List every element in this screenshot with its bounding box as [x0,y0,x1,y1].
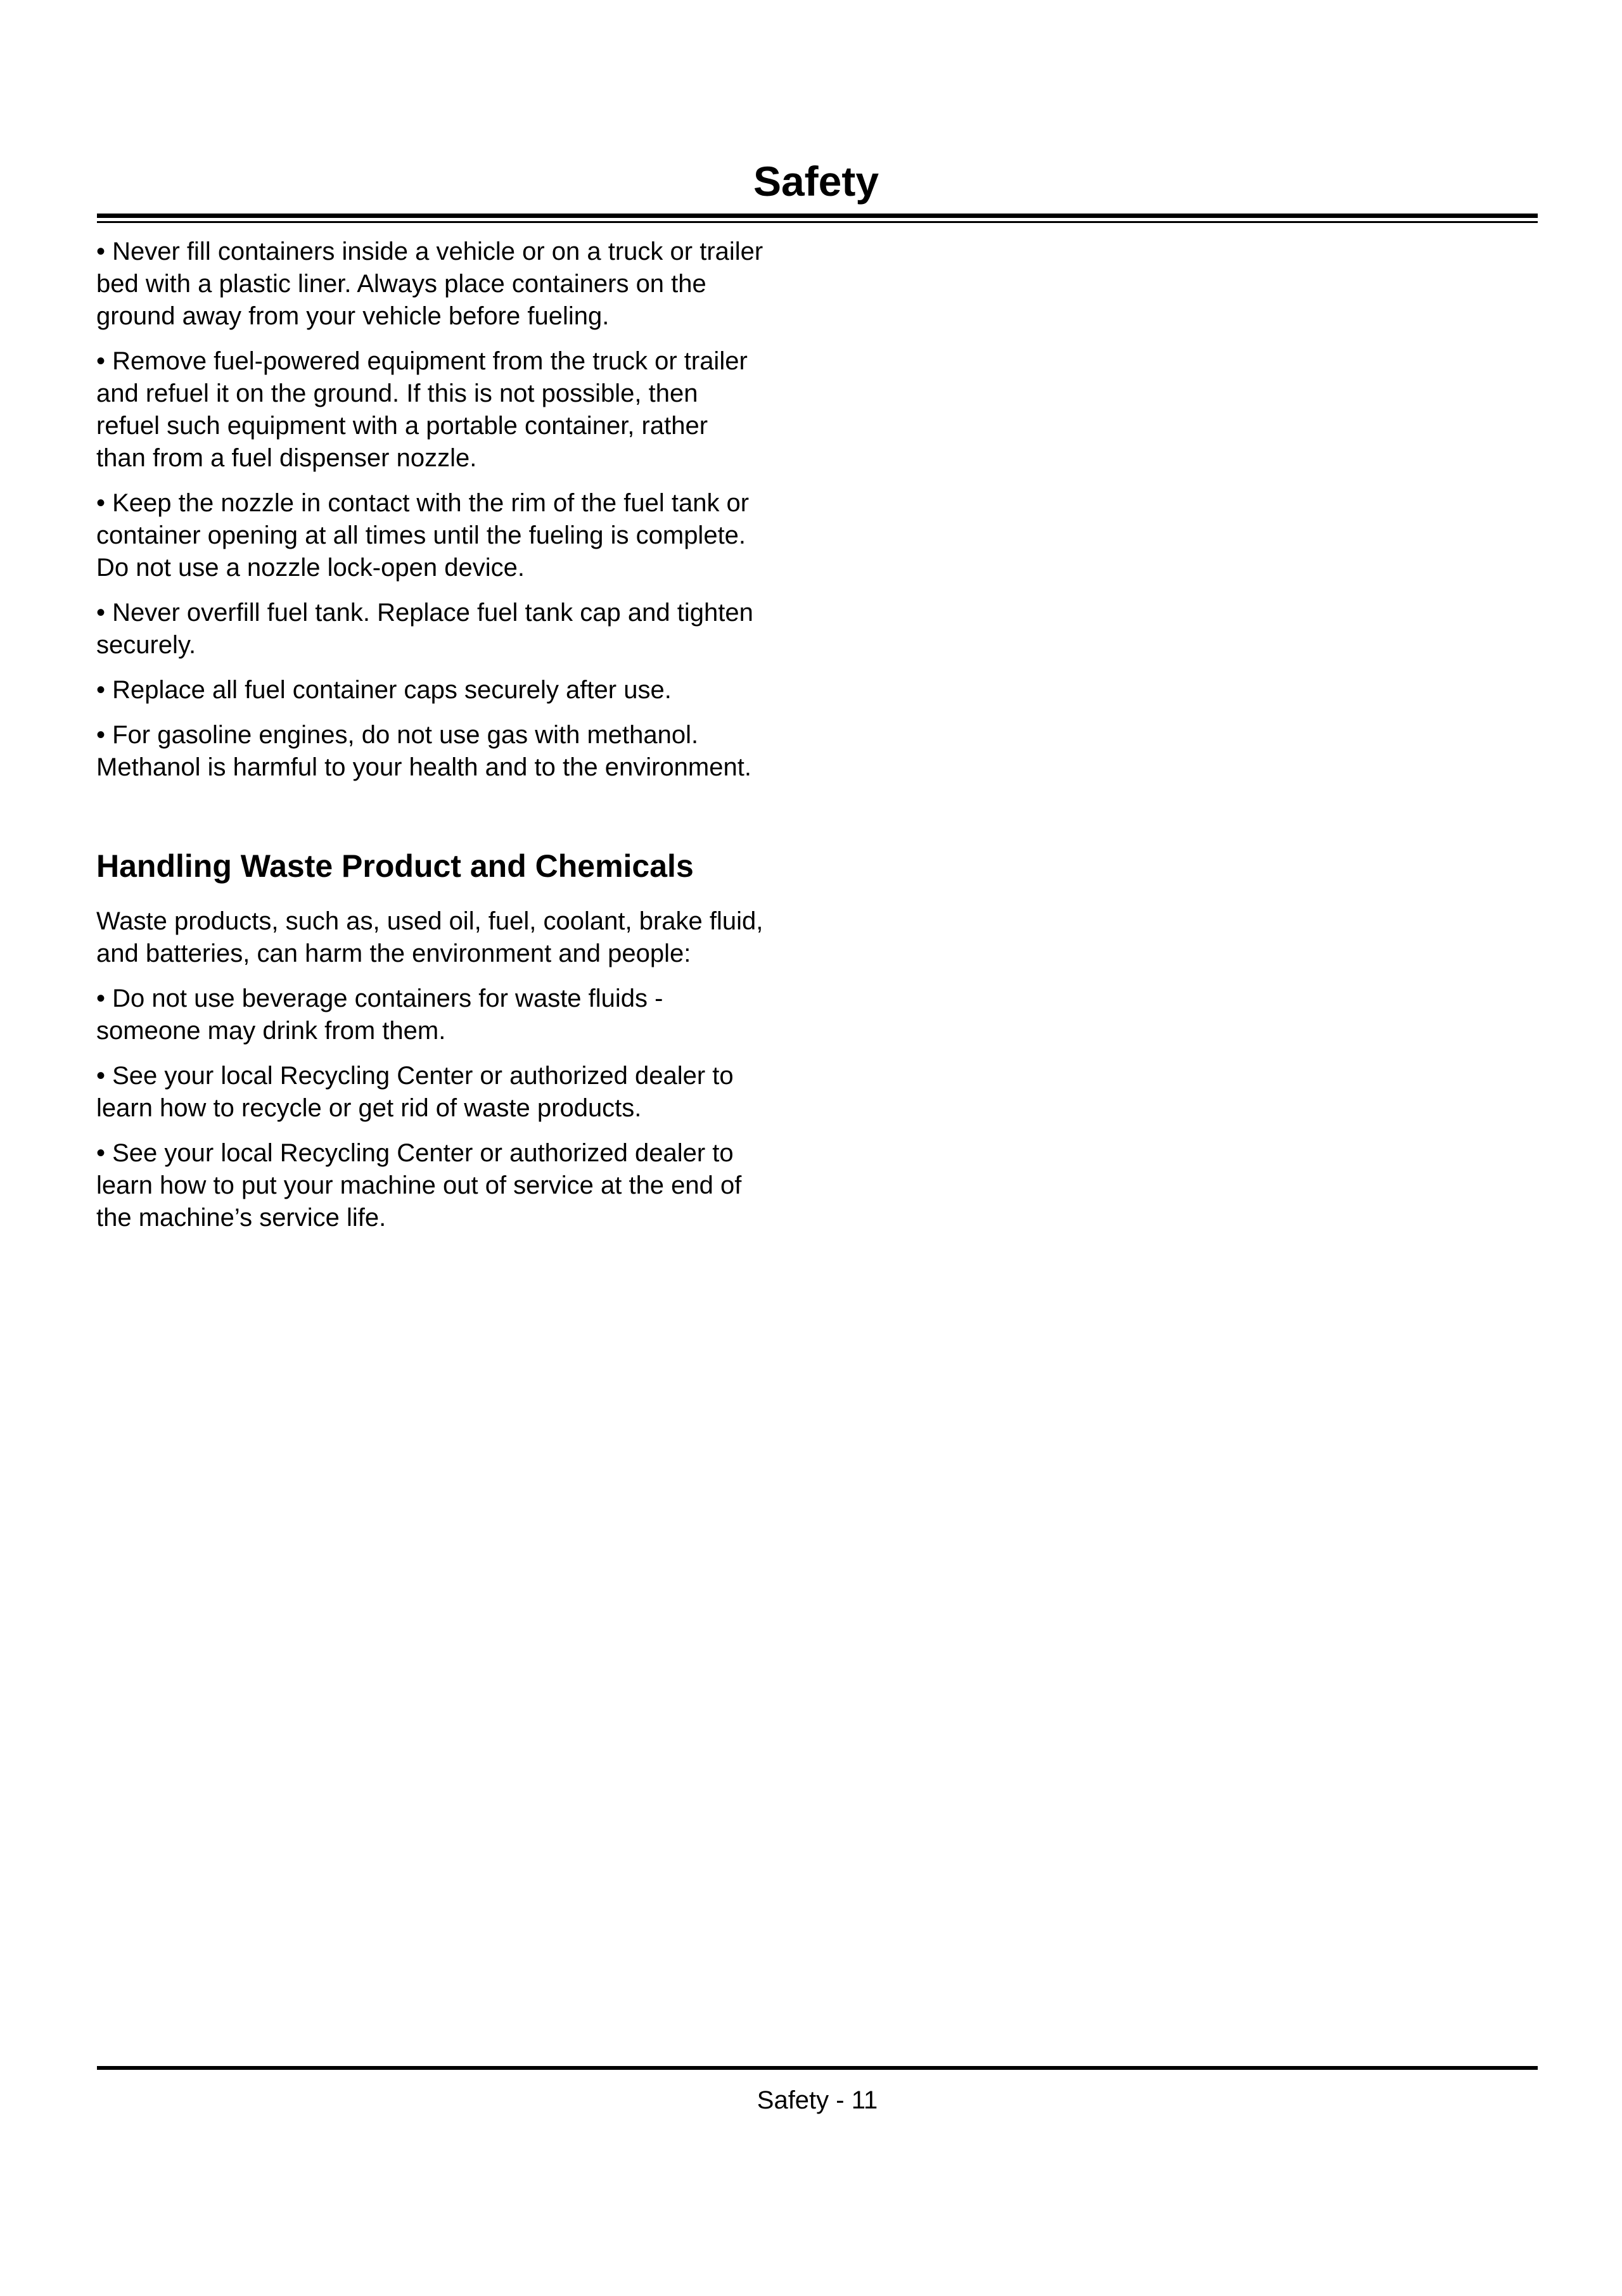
footer-rule [97,2066,1538,2070]
bullet-paragraph: • For gasoline engines, do not use gas with methanol. Methanol is harmful to your health and to the environment. [96,721,751,781]
bullet-paragraph: • Never overfill fuel tank. Replace fuel tank cap and tighten securely. [96,599,753,659]
bullet-paragraph: • Never fill containers inside a vehicle or on a truck or trailer bed with a plastic liner. Always place containers on the ground away from your vehicle before fueling. [96,238,763,330]
bullet-paragraph: • Replace all fuel container caps securely after use. [96,676,672,704]
bullet-paragraph: • Do not use beverage containers for waste fluids - someone may drink from them. [96,985,663,1045]
bullet-paragraph: • Remove fuel-powered equipment from the truck or trailer and refuel it on the ground. If this is not possible, then refuel such equipment with a portable container, rather than from a fuel dispenser nozzle. [96,347,748,472]
bullet-paragraph: • See your local Recycling Center or authorized dealer to learn how to recycle or get rid of waste products. [96,1062,734,1122]
intro-paragraph: Waste products, such as, used oil, fuel, coolant, brake fluid, and batteries, can harm the environment and people: [96,907,763,967]
bullet-paragraph: • Keep the nozzle in contact with the rim of the fuel tank or container opening at all times until the fueling is complete. Do not use a nozzle lock-open device. [96,489,750,582]
content-column [96,236,819,1234]
header-rule-secondary [97,221,1538,223]
page-number: Safety - 11 [757,2086,878,2114]
section-heading: Handling Waste Product and Chemicals [96,848,694,884]
bullet-paragraph: • See your local Recycling Center or authorized dealer to learn how to put your machine out of service at the end of the machine’s service life. [96,1139,742,1232]
header-rule [97,214,1538,218]
page-title: Safety [753,158,879,205]
